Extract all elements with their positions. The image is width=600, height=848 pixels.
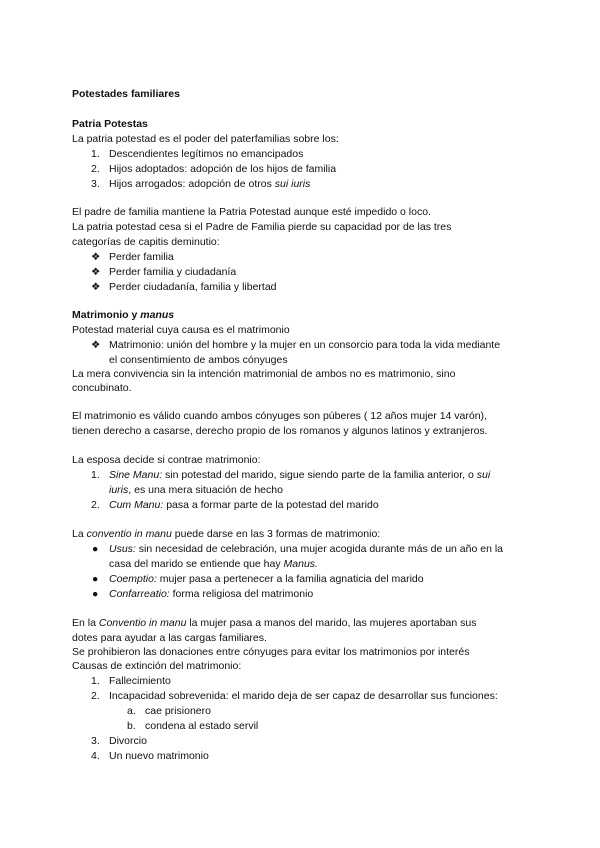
list-item: Un nuevo matrimonio [109,750,209,762]
list-item: Sine Manu: sin potestad del marido, sigue siendo parte de la familia anterior, o sui [109,469,491,481]
list-item: Descendientes legítimos no emancipados [109,148,304,160]
list-number: 3. [91,735,100,747]
bullet-icon: ● [92,588,99,600]
list-item: condena al estado servil [145,720,259,732]
paragraph: categorías de capitis deminutio: [72,236,220,248]
list-item-continuation: casa del marido se entiende que hay Manus. [109,558,318,570]
list-number: 1. [91,675,100,687]
list-item-continuation: el consentimiento de ambos cónyuges [109,354,288,366]
diamond-bullet-icon: ❖ [91,266,101,278]
list-number: 4. [91,750,100,762]
paragraph: concubinato. [72,382,132,394]
list-item: Fallecimiento [109,675,171,687]
list-item: Divorcio [109,735,147,747]
list-item: Perder ciudadanía, familia y libertad [109,281,277,293]
list-letter: b. [127,720,136,732]
list-item: Incapacidad sobrevenida: el marido deja de ser capaz de desarrollar sus funciones: [109,690,498,702]
paragraph: tienen derecho a casarse, derecho propio de los romanos y algunos latinos y extranjeros. [72,425,488,437]
paragraph: El padre de familia mantiene la Patria Potestad aunque esté impedido o loco. [72,206,431,218]
bullet-icon: ● [92,543,99,555]
list-item: Perder familia [109,251,174,263]
diamond-bullet-icon: ❖ [91,281,101,293]
paragraph: En la Conventio in manu la mujer pasa a manos del marido, las mujeres aportaban sus [72,617,477,629]
section-heading-patria: Patria Potestas [72,118,148,130]
list-item: Confarreatio: forma religiosa del matrimonio [109,588,314,600]
list-number: 2. [91,163,100,175]
paragraph: La patria potestad cesa si el Padre de Familia pierde su capacidad por de las tres [72,221,452,233]
section-heading-matrimonio: Matrimonio y manus [72,309,175,321]
list-number: 1. [91,148,100,160]
paragraph: La mera convivencia sin la intención matrimonial de ambos no es matrimonio, sino [72,368,456,380]
list-item: cae prisionero [145,705,211,717]
paragraph: La conventio in manu puede darse en las 3 formas de matrimonio: [72,528,381,540]
list-number: 3. [91,178,100,190]
list-item: Coemptio: mujer pasa a pertenecer a la familia agnaticia del marido [109,573,424,585]
page-title: Potestades familiares [72,88,180,100]
paragraph: Se prohibieron las donaciones entre cónyuges para evitar los matrimonios por interés [72,646,470,658]
list-item: Hijos arrogados: adopción de otros sui iuris [109,178,311,190]
list-number: 2. [91,690,100,702]
bullet-icon: ● [92,573,99,585]
list-letter: a. [127,705,136,717]
diamond-bullet-icon: ❖ [91,339,101,351]
list-item: Hijos adoptados: adopción de los hijos de familia [109,163,337,175]
paragraph: El matrimonio es válido cuando ambos cónyuges son púberes ( 12 años mujer 14 varón), [72,410,487,422]
paragraph: Potestad material cuya causa es el matrimonio [72,324,290,336]
diamond-bullet-icon: ❖ [91,251,101,263]
paragraph: La patria potestad es el poder del paterfamilias sobre los: [72,133,339,145]
list-item: Perder familia y ciudadanía [109,266,237,278]
list-item: Usus: sin necesidad de celebración, una mujer acogida durante más de un año en la [109,543,504,555]
paragraph: Causas de extinción del matrimonio: [72,660,242,672]
list-item: Matrimonio: unión del hombre y la mujer en un consorcio para toda la vida mediante [109,339,501,351]
paragraph: dotes para ayudar a las cargas familiares. [72,632,267,644]
list-number: 2. [91,499,100,511]
paragraph: La esposa decide si contrae matrimonio: [72,454,261,466]
list-item-continuation: iuris, es una mera situación de hecho [109,484,283,496]
list-item: Cum Manu: pasa a formar parte de la potestad del marido [109,499,379,511]
list-number: 1. [91,469,100,481]
